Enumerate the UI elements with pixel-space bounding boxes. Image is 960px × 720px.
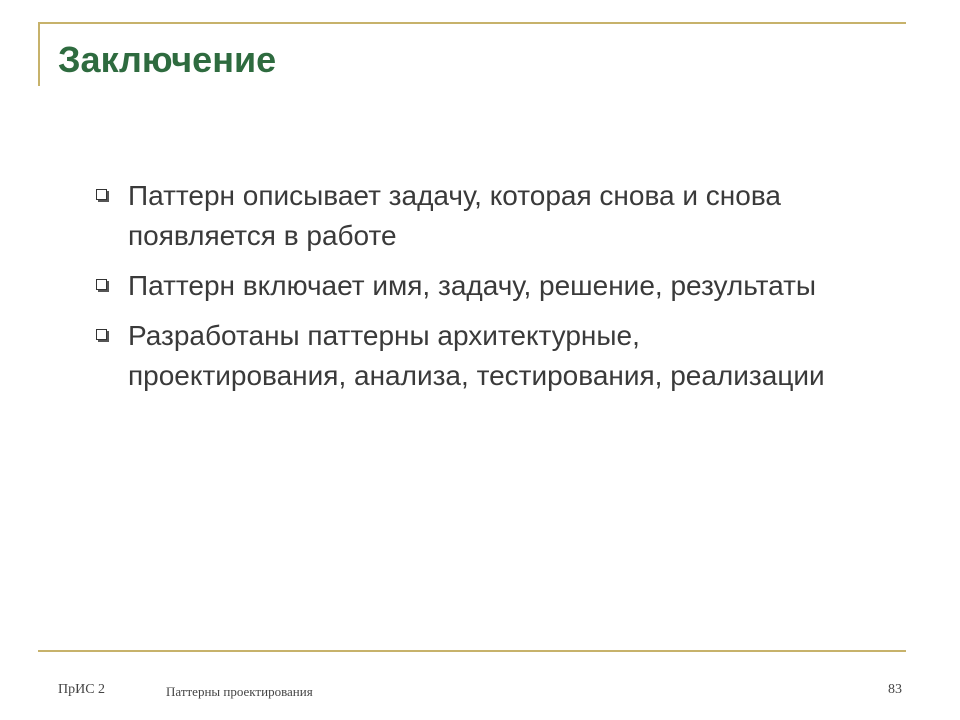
top-divider — [38, 22, 906, 24]
bullet-text: Паттерн описывает задачу, которая снова и снова появляется в работе — [128, 180, 781, 251]
square-bullet-icon — [96, 189, 107, 200]
bullet-item — [94, 316, 854, 396]
square-bullet-icon — [96, 279, 107, 290]
bullet-text: Разработаны паттерны архитектурные, проектирования, анализа, тестирования, реализации — [128, 320, 825, 391]
square-bullet-icon — [96, 329, 107, 340]
bullet-text: Паттерн включает имя, задачу, решение, результаты — [128, 270, 817, 301]
page-number: 83 — [888, 682, 902, 697]
footer-course: ПрИС 2 — [58, 682, 106, 697]
slide-title: Заключение — [58, 39, 277, 80]
footer-topic: Паттерны проектирования — [166, 684, 313, 699]
bullet-list — [94, 176, 854, 406]
bottom-divider — [38, 650, 906, 652]
bullet-item — [94, 266, 854, 306]
left-accent-rule — [38, 22, 40, 86]
bullet-item — [94, 176, 854, 256]
